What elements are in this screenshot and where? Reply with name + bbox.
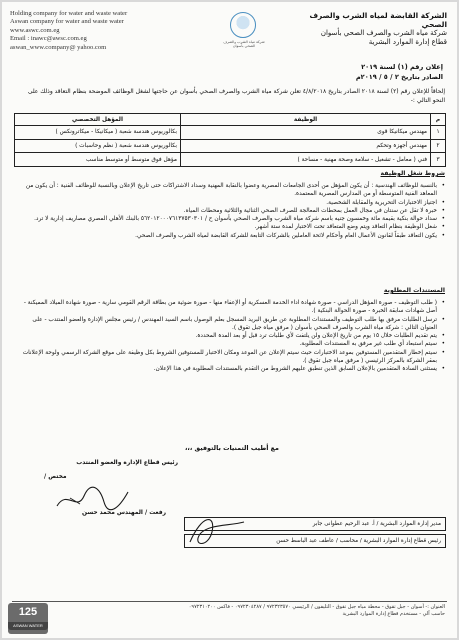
intro-paragraph: إلحاقاً للإعلان رقم (٢) لسنة ٢٠١٨ الصادر بتاريخ ٤/٨/٢٠١٨ تعلن شركة مياه الشرب والصرف الصحي بأسوان عن حاجتها لشغل الوظائف الموضحة بنظام التعاقد وذلك على النحو التالي :- [27,88,445,104]
table-header-cell: م [431,114,446,126]
signatory-name: رفعت / المهندس محمد حسن [82,510,166,516]
company-logo-icon [230,12,256,38]
logo-caption: شركة مياه الشرب والصرف الصحي بأسوان [223,40,265,49]
table-cell: مهندس ميكانيكا قوى [181,126,431,140]
list-item: • ترسل الطلبات مرفق بها طلب التوظيف والمستندات المطلوبة عن طريق البريد المسجل بعلم الوصول باسم السيد المهندس / رئيس مجلس الإدارة والعضو المنتدب - على العنوان التالي : شركة مياه الشرب والصرف الصحي بأسوان ( مرفق مياه جبل تقوق ). [16,316,445,333]
signoff-title: رئيس قطاع الإدارة والعضو المنتدب [76,460,178,466]
conditions-title: شروط شغل الوظيفة [380,170,445,177]
footer-divider [12,601,447,602]
table-cell: ٢ [431,139,446,153]
list-item: • بالنسبة للوظائف الهندسية : أن يكون المؤهل من أحدى الجامعات المصرية وعضوا بالنقابة المهنية وسداد الاشتراكات حتى تاريخ الإعلان وبالنسبة للوظائف الفنية : أن يكون من المعاهد الفنية المتوسطة أو من المدارس المصرية المعتمدة. [16,182,445,199]
closing-regards: مع أطيب التمنيات بالتوفيق ،،، [185,444,279,452]
documents-list [16,299,445,374]
list-item: • ( طلب التوظيف - صورة المؤهل الدراسي - صورة شهادة اداء الخدمة العسكرية أو الإعفاء منها - صورة ضوئية من بطاقة الرقم القومي سارية - صورة شهادة الميلاد المميكنة - أصل شهادات سابقة الخبرة - صورة الحوالة البنكية ). [16,299,445,316]
list-item: • خبرة لا تقل عن سنتان في مجال العمل بمحطات المعالجة للصرف الصحي الثنائية والثلاثية ومحطات المياه. [16,207,445,215]
table-cell: بكالوريوس هندسة شعبة ( ميكانيكا - ميكاترونكس ) [15,126,181,140]
announcement-number: إعلان رقم (١) لسنة ٢٠١٩ [361,63,443,71]
arabic-letterhead [287,11,447,47]
list-item: • سيتم استبعاد أي طلب غير مرفق به المستندات المطلوبة. [16,340,445,348]
badge-caption: ASWAN WATER [8,622,48,630]
table-cell: بكالوريوس هندسة شعبة ( نظم وحاسبات ) [15,139,181,153]
approval-box: رئيس قطاع إدارة الموارد البشرية / محاسب / عاطف عبد الباسط حسن [184,534,446,548]
list-item: • سيتم إخطار المتقدمين المستوفين بموعد الاختبارات حيث سيتم الإعلان عن الموعد ومكان الاختبار للمستوفين الشروط بكل وظيفة على موقع الشركة الرسمي ولوحة الإعلانات بمقر الشركة بالمركز الرئيسي ( مرفق مياه جبل تقوق ). [16,349,445,366]
list-item: • سداد حوالة بنكية بقيمة مائة وخمسون جنيه باسم شركة مياه الشرب والصرف الصحي بأسوان ح / ٥٦٢٠١٢٠٠٠٧٦١٣٧٥٣٠٣٠١ بالبنك الأهلي المصري مصاريف إدارية لا ترد. [16,215,445,223]
list-item: • يكون التعاقد طبقاً لقانون الأعمال العام وأحكام لائحة العاملين بالشركات التابعة للشركة القابضة لمياه الشرب والصرف الصحي. [16,232,445,240]
letterhead-ar-line: شركة مياه الشرب والصرف الصحي بأسوان [320,29,447,37]
approval-boxes [184,517,446,551]
letterhead-en-line: Email : inawc@awsc.com.eg [10,35,87,43]
letterhead-en-line: www.aswc.com.eg [10,26,60,34]
letterhead-ar-line: الشركة القابضة لمياه الشرب والصرف الصحي [309,11,447,29]
table-cell: فني ( معامل - تشغيل - سلامة وصحة مهنية - مساحة ) [181,153,431,167]
table-row [15,153,446,167]
english-letterhead [10,10,190,52]
badge-number: 125 [18,606,38,618]
table-cell: مهندس أجهزة وتحكم [181,139,431,153]
footer-note: حاسب آلي - مستخدم قطاع إدارة الموارد البشرية [342,611,445,617]
jobs-table [14,113,446,167]
documents-title: المستندات المطلوبة [383,287,445,294]
announcement-heading [323,62,443,82]
table-header-cell: الوظيفة [181,114,431,126]
conditions-list [16,182,445,240]
letterhead-en-line: Holding company for water and waste water [10,10,128,17]
approval-box: مدير إدارة الموارد البشرية / أ. عبد الرحيم عطوانى جابر [184,517,446,531]
table-cell: مؤهل فوق متوسط أو متوسط مناسب [15,153,181,167]
letterhead-ar-line: قطاع إدارة الموارد البشرية [368,38,447,46]
list-item: • اجتياز الاختبارات التحريرية والمقابلة الشخصية. [16,199,445,207]
table-row [15,126,446,140]
letterhead-en-line: Aswan company for water and waste water [10,18,124,26]
reviewer-label: مختص / [44,474,67,480]
certification-badge-icon [8,603,48,634]
list-item: • شغل الوظيفة بنظام التعاقد ويتم وضع المتعاقد تحت الاختبار لمدة ستة أشهر. [16,223,445,231]
letterhead-en-line: aswan_www.company@ yahoo.com [10,43,107,51]
list-item: • يتم تقديم الطلبات خلال ١٥ يوم من تاريخ الإعلان ولن يلتفت لأي طلبات ترد قبل أو بعد المدة المحددة. [16,332,445,340]
table-row [15,139,446,153]
table-header-cell: المؤهل التخصصي [15,114,181,126]
footer [64,604,445,618]
announcement-date: الصادر بتاريخ ٢ / ٥ / ٢٠١٩م [355,73,443,81]
footer-address: العنوان :- أسوان - جبل تقوق - محطة مياه جبل تقوق - التليفون / الرئيسي ٩٧٢٣٢٣٥٧٠ / ٠٩٧٢٣٠٤٢٨٧ - فاكس ٠٩٧٢٣١٠٢٠٠ [188,604,445,610]
list-item: • يستثنى السادة المتقدمين بالإعلان السابق الذين تنطبق عليهم الشروط من التقدم بالمستندات المطلوبة في هذا الإعلان. [16,365,445,373]
table-cell: ٣ [431,153,446,167]
table-cell: ١ [431,126,446,140]
document-page [2,2,457,638]
table-header-row [15,114,446,126]
